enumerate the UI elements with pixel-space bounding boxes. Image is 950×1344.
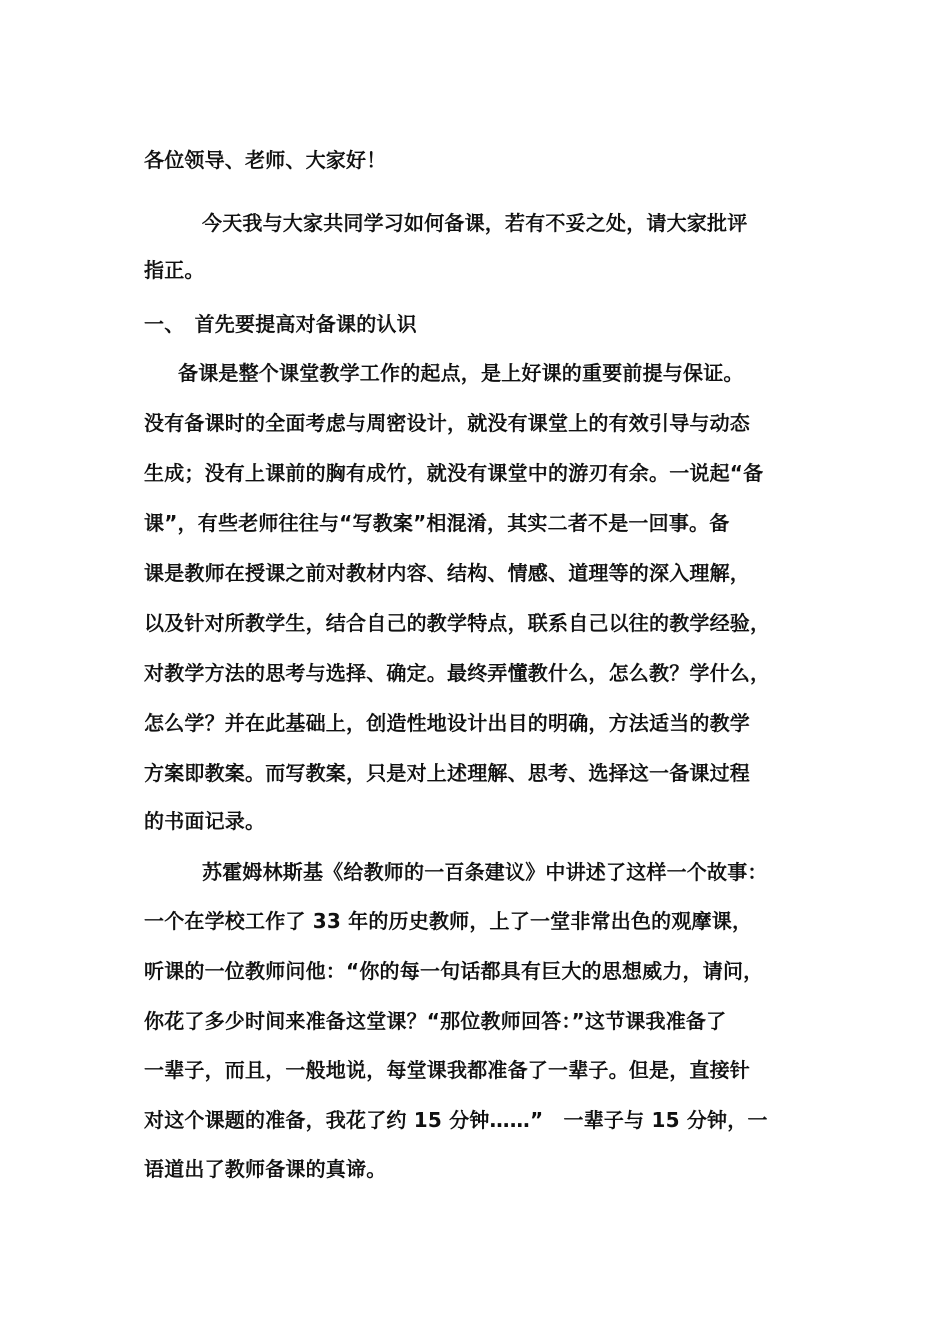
paragraph1-line-3: 生成；没有上课前的胸有成竹，就没有课堂中的游刃有余。一说起“备 bbox=[144, 461, 764, 485]
paragraph1-line-10: 的书面记录。 bbox=[144, 809, 266, 833]
paragraph2-line-7: 语道出了教师备课的真谛。 bbox=[144, 1157, 387, 1181]
intro-line-2: 指正。 bbox=[144, 258, 205, 282]
paragraph1-line-8: 怎么学？并在此基础上，创造性地设计出目的明确，方法适当的教学 bbox=[144, 711, 750, 735]
paragraph1-line-2: 没有备课时的全面考虑与周密设计，就没有课堂上的有效引导与动态 bbox=[144, 411, 750, 435]
paragraph1-line-5: 课是教师在授课之前对教材内容、结构、情感、道理等的深入理解， bbox=[144, 561, 750, 585]
paragraph2-line-5: 一辈子，而且，一般地说，每堂课我都准备了一辈子。但是，直接针 bbox=[144, 1058, 750, 1082]
paragraph1-line-4: 课”，有些老师往往与“写教案”相混淆，其实二者不是一回事。备 bbox=[144, 511, 730, 535]
paragraph1-line-9: 方案即教案。而写教案，只是对上述理解、思考、选择这一备课过程 bbox=[144, 761, 750, 785]
paragraph2-line-3: 听课的一位教师问他：“你的每一句话都具有巨大的思想威力，请问， bbox=[144, 959, 764, 983]
paragraph1-line-7: 对教学方法的思考与选择、确定。最终弄懂教什么，怎么教？学什么， bbox=[144, 661, 771, 685]
paragraph2-line-4: 你花了多少时间来准备这堂课？“那位教师回答：”这节课我准备了 bbox=[144, 1009, 727, 1033]
paragraph2-line-1: 苏霍姆林斯基《给教师的一百条建议》中讲述了这样一个故事： bbox=[202, 860, 768, 884]
paragraph1-line-1: 备课是整个课堂教学工作的起点，是上好课的重要前提与保证。 bbox=[178, 361, 744, 385]
paragraph2-line-2: 一个在学校工作了 33 年的历史教师，上了一堂非常出色的观摩课， bbox=[144, 909, 753, 933]
intro-line-1: 今天我与大家共同学习如何备课，若有不妥之处，请大家批评 bbox=[202, 211, 748, 235]
paragraph1-line-6: 以及针对所教学生，结合自己的教学特点，联系自己以往的教学经验， bbox=[144, 611, 771, 635]
section-heading: 一、 首先要提高对备课的认识 bbox=[144, 312, 417, 336]
greeting-line: 各位领导、老师、大家好！ bbox=[144, 148, 387, 172]
paragraph2-line-6: 对这个课题的准备，我花了约 15 分钟……” 一辈子与 15 分钟，一 bbox=[144, 1108, 768, 1132]
